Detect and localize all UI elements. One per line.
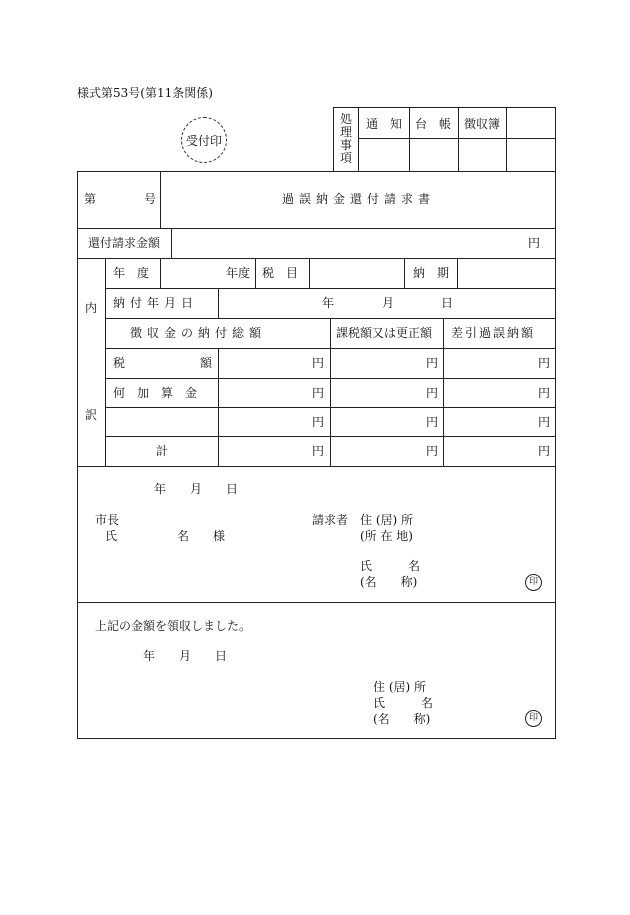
processing-box-divider2 [409,107,410,171]
requester-address-sub: (所 在 地) [360,529,413,543]
requester-name-label: 氏 名 [360,559,421,573]
receipt-seal: 印 [525,710,542,727]
row-blank-cell-1: 円 [312,415,325,429]
amount-bottom-line [77,258,556,259]
payment-day: 日 [441,296,454,310]
number-divider [160,171,161,228]
col-divider-2 [443,318,444,466]
row-total-cell-1: 円 [312,444,325,458]
form-right-border [555,171,556,739]
col-header-bottom [105,348,556,349]
document-title: 過誤納金還付請求書 [282,192,436,206]
processing-box-top [333,107,556,108]
processing-box-right [555,107,556,171]
row-tax-cell-1: 円 [312,356,325,370]
requester-address-label: 住 (居) 所 [360,513,413,527]
year-unit: 年度 [226,266,251,280]
year-divider2 [255,258,256,288]
row-surcharge-label: 何 加 算 金 [113,386,198,400]
row-tax-label-right: 額 [200,356,213,370]
row-total-cell-2: 円 [426,444,439,458]
breakdown-side-top: 内 [85,301,98,315]
form-number: 様式第53号(第11条関係) [77,86,213,100]
row-tax-cell-3: 円 [538,356,551,370]
row-tax-bottom [105,378,556,379]
form-top-border [77,171,556,172]
number-label-right: 号 [144,192,157,206]
breakdown-side-divider [105,258,106,466]
year-label: 年 度 [113,266,150,280]
requester-seal: 印 [525,574,542,591]
row-total-label: 計 [156,444,169,458]
refund-amount-label: 還付請求金額 [88,236,161,250]
row-surcharge-cell-3: 円 [538,386,551,400]
payment-month: 月 [382,296,395,310]
addressee-title: 市長 [95,513,120,527]
row-total-cell-3: 円 [538,444,551,458]
breakdown-bottom [77,466,556,467]
collection-book-label: 徴収簿 [464,117,501,131]
row-blank-cell-2: 円 [426,415,439,429]
number-label-left: 第 [84,192,97,206]
col-total-paid: 徴収金の納付総額 [130,326,267,340]
ledger-label: 台 帳 [415,117,452,131]
amount-divider [171,228,172,258]
col-overpaid: 差引過誤納額 [451,326,536,340]
processing-box-divider3 [458,107,459,171]
processing-box-divider4 [506,107,507,171]
processing-box-left [333,107,334,171]
request-bottom [77,602,556,603]
form-bottom-border [77,738,556,739]
tax-item-divider [309,258,310,288]
due-divider [404,258,405,288]
requester-name-sub: (名 称) [360,575,418,589]
receipt-name-label: 氏 名 [373,696,434,710]
year-divider [160,258,161,288]
payment-date-divider [218,288,219,318]
receipt-address-label: 住 (居) 所 [373,680,426,694]
row-surcharge-bottom [105,407,556,408]
col-divider-1 [330,318,331,466]
row-surcharge-cell-2: 円 [426,386,439,400]
payment-year: 年 [322,296,335,310]
row-surcharge-cell-1: 円 [312,386,325,400]
tax-item-label: 税 目 [262,266,299,280]
due-label: 納 期 [413,266,450,280]
row-tax-label-left: 税 [113,356,126,370]
receipt-name-sub: (名 称) [373,712,431,726]
receipt-statement: 上記の金額を領収しました。 [95,619,252,633]
row-blank-bottom [105,436,556,437]
row-tax-cell-2: 円 [426,356,439,370]
notice-label: 通 知 [366,117,403,131]
header-bottom-line [77,228,556,229]
row-blank-cell-3: 円 [538,415,551,429]
col-correction: 課税額又は更正額 [336,326,433,340]
processing-box-mid [358,138,556,139]
due-divider2 [457,258,458,288]
receipt-stamp: 受付印 [181,117,227,163]
refund-amount-unit: 円 [528,236,541,250]
receipt-date: 年 月 日 [143,649,228,663]
breakdown-side-bottom: 訳 [85,408,98,422]
processing-label: 処 理 事 項 [339,112,352,165]
requester-label: 請求者 [312,513,349,527]
year-row-bottom [105,288,556,289]
request-date: 年 月 日 [154,482,239,496]
processing-box-divider1 [358,107,359,171]
form-left-border [77,171,78,739]
addressee-name: 氏 名 様 [105,529,226,543]
payment-date-label: 納付年月日 [113,296,199,310]
